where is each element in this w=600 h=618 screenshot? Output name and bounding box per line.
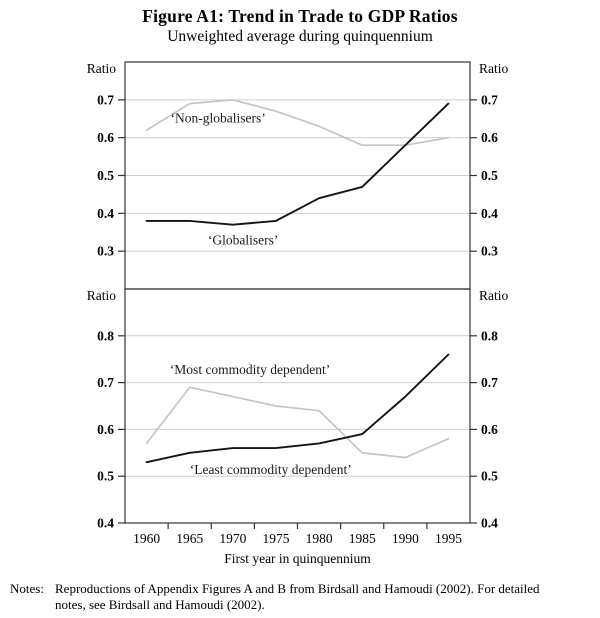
x-tick-label: 1980 (305, 531, 333, 546)
notes-text (55, 581, 592, 613)
y-tick-label: 0.5 (481, 468, 498, 484)
series-label-non-globalisers: ‘Non-globalisers’ (170, 110, 266, 126)
x-tick-label: 1990 (391, 531, 419, 546)
y-tick-label: 0.4 (481, 515, 498, 531)
y-tick-label: 0.8 (97, 328, 114, 344)
y-tick-label: 0.3 (481, 243, 498, 259)
x-tick-label: 1995 (434, 531, 462, 546)
x-tick-label: 1985 (348, 531, 376, 546)
notes-label: Notes: (10, 581, 44, 596)
y-tick-label: 0.5 (481, 168, 498, 183)
axis-unit-label: Ratio (479, 61, 509, 76)
y-tick-label: 0.7 (97, 92, 114, 108)
y-tick-label: 0.4 (97, 515, 114, 531)
notes-line: Reproductions of Appendix Figures A and B from Birdsall and Hamoudi (2002). For detailed (55, 581, 540, 596)
y-tick-label: 0.6 (481, 421, 498, 437)
series-label-least-commodity-dependent: ‘Least commodity dependent’ (189, 462, 352, 478)
x-tick-label: 1960 (133, 531, 161, 546)
y-tick-label: 0.4 (97, 205, 114, 221)
figure-title: Figure A1: Trend in Trade to GDP Ratios (142, 6, 458, 26)
series-label-globalisers: ‘Globalisers’ (207, 232, 279, 248)
y-tick-label: 0.7 (481, 92, 498, 108)
y-tick-label: 0.7 (97, 375, 114, 391)
figure-subtitle: Unweighted average during quinquennium (167, 28, 433, 45)
y-tick-label: 0.4 (481, 205, 498, 221)
notes-block (10, 581, 592, 613)
y-tick-label: 0.6 (97, 421, 114, 437)
y-tick-label: 0.7 (481, 375, 498, 391)
notes-line: notes, see Birdsall and Hamoudi (2002). (55, 597, 265, 612)
y-tick-label: 0.6 (97, 130, 114, 146)
y-tick-label: 0.5 (97, 468, 114, 484)
axis-unit-label: Ratio (479, 288, 509, 303)
panel-border (125, 289, 470, 523)
y-tick-label: 0.8 (481, 328, 498, 344)
y-tick-label: 0.6 (481, 130, 498, 146)
axis-unit-label: Ratio (86, 61, 116, 76)
x-tick-label: 1965 (176, 531, 204, 546)
series-label-most-commodity-dependent: ‘Most commodity dependent’ (169, 361, 331, 377)
x-axis-title: First year in quinquennium (224, 551, 371, 566)
x-tick-label: 1970 (219, 531, 247, 546)
y-tick-label: 0.3 (97, 243, 114, 259)
x-tick-label: 1975 (262, 531, 290, 546)
y-tick-label: 0.5 (97, 168, 114, 183)
axis-unit-label: Ratio (86, 288, 116, 303)
